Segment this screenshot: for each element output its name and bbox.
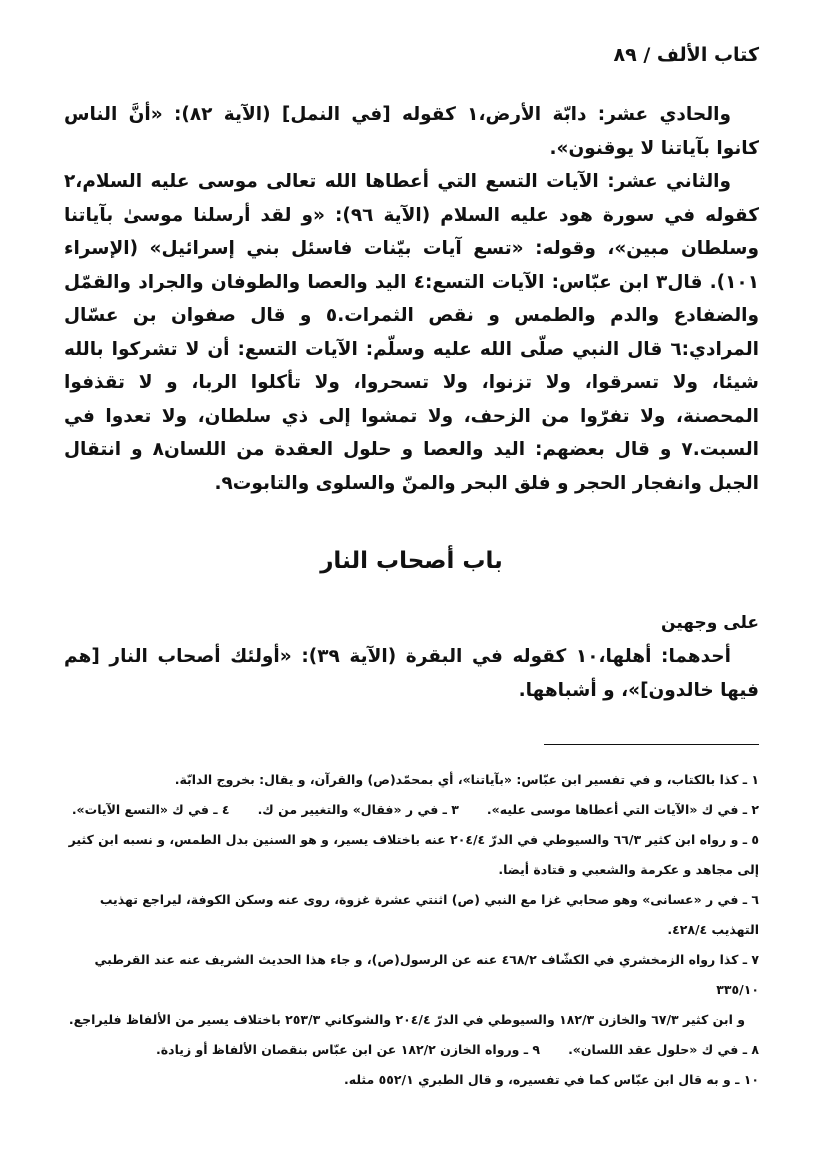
footnote-separator <box>544 744 759 745</box>
footnote-2: ٢ ـ في ك «الآيات التي أعطاها موسى عليه». <box>486 802 759 817</box>
footnote-8: ٨ ـ في ك «حلول عقد اللسان». <box>568 1042 759 1057</box>
section-title: باب أصحاب النار <box>320 548 503 574</box>
footnote-5: ٥ ـ و رواه ابن كثير ٦٦/٣ والسيوطي في الدرّ ٢٠٤/٤ عنه باختلاف يسير، و هو السنين بدل الطمس، و نسبه ابن كثير إلى مجاهد و عكرمة والشعبي و قتادة أيضا. <box>68 832 759 877</box>
footnote-10: ١٠ ـ و به قال ابن عبّاس كما في تفسيره، و قال الطبري ٥٥٢/١ مثله. <box>344 1072 759 1087</box>
footnote-4: ٤ ـ في ك «التسع الآيات». <box>71 802 230 817</box>
footnote-line-8-9 <box>64 1035 759 1065</box>
running-head: كتاب الألف / ٨٩ <box>613 44 759 66</box>
footnote-7: ٧ ـ كذا رواه الزمخشري في الكشّاف ٤٦٨/٢ عنه عن الرسول(ص)، و جاء هذا الحديث الشريف عنه عند القرطبي ٣٣٥/١٠ <box>94 952 759 997</box>
footnotes <box>64 765 759 1095</box>
footnote-1: ١ ـ كذا بالكتاب، و في تفسير ابن عبّاس: «بآياتنا»، أي بمحمّد(ص) والقرآن، و يقال: بخروج الدابّة. <box>174 772 759 787</box>
section-text <box>64 640 759 708</box>
paragraph-eleventh: والحادي عشر: دابّة الأرض،١ كقوله [في النمل] (الآية ٨٢): «أنَّ الناس كانوا بآياتنا لا يوقنون». <box>64 104 759 159</box>
footnote-9: ٩ ـ ورواه الخازن ١٨٢/٢ عن ابن عبّاس بنقصان الألفاظ أو زيادة. <box>156 1042 541 1057</box>
footnote-3: ٣ ـ في ر «فقال» والتغيير من ك. <box>257 802 459 817</box>
footnote-line-2-3-4 <box>64 795 759 825</box>
footnote-6: ٦ ـ في ر «عسانى» وهو صحابي غزا مع النبي (ص) اثنتي عشرة غزوة، روى عنه وسكن الكوفة، ليراجع تهذيب التهذيب ٤٢٨/٤. <box>99 892 759 937</box>
paragraph-first-meaning: أحدهما: أهلها،١٠ كقوله في البقرة (الآية ٣٩): «أولئك أصحاب النار [هم فيها خالدون]»، و أشباهها. <box>64 646 759 701</box>
main-text <box>64 98 759 500</box>
section-subheading: على وجهين <box>661 613 759 633</box>
footnote-7-continued: و ابن كثير ٦٧/٣ والخازن ١٨٢/٣ والسيوطي في الدرّ ٢٠٤/٤ والشوكاني ٢٥٣/٣ باختلاف يسير من الألفاظ فليراجع. <box>68 1012 745 1027</box>
paragraph-twelfth: والثاني عشر: الآيات التسع التي أعطاها الله تعالى موسى عليه السلام،٢ كقوله في سورة هود عليه السلام (الآية ٩٦): «و لقد أرسلنا موسىٰ بآياتنا وسلطان مبين»، وقوله: «تسع آيات بيّنات فاسئل بني إسرائيل» (الإسراء ١٠١). قال٣ ابن عبّاس: الآيات التسع:٤ اليد والعصا والطوفان والجراد والقمّل والضفادع والدم والطمس و نقص الثمرات.٥ و قال صفوان بن عسّال المرادي:٦ قال النبي صلّى الله عليه وسلّم: الآيات التسع: أن لا تشركوا بالله شيئا، ولا تسرقوا، ولا تزنوا، ولا تسحروا، ولا تأكلوا الربا، و لا تقذفوا المحصنة، ولا تفرّوا من الزحف، ولا تمشوا إلى ذي سلطان، ولا تعدوا في السبت.٧ و قال بعضهم: اليد والعصا و حلول العقدة من اللسان٨ و انتقال الجبل وانفجار الحجر و فلق البحر والمنّ والسلوى والتابوت٩. <box>64 171 760 494</box>
